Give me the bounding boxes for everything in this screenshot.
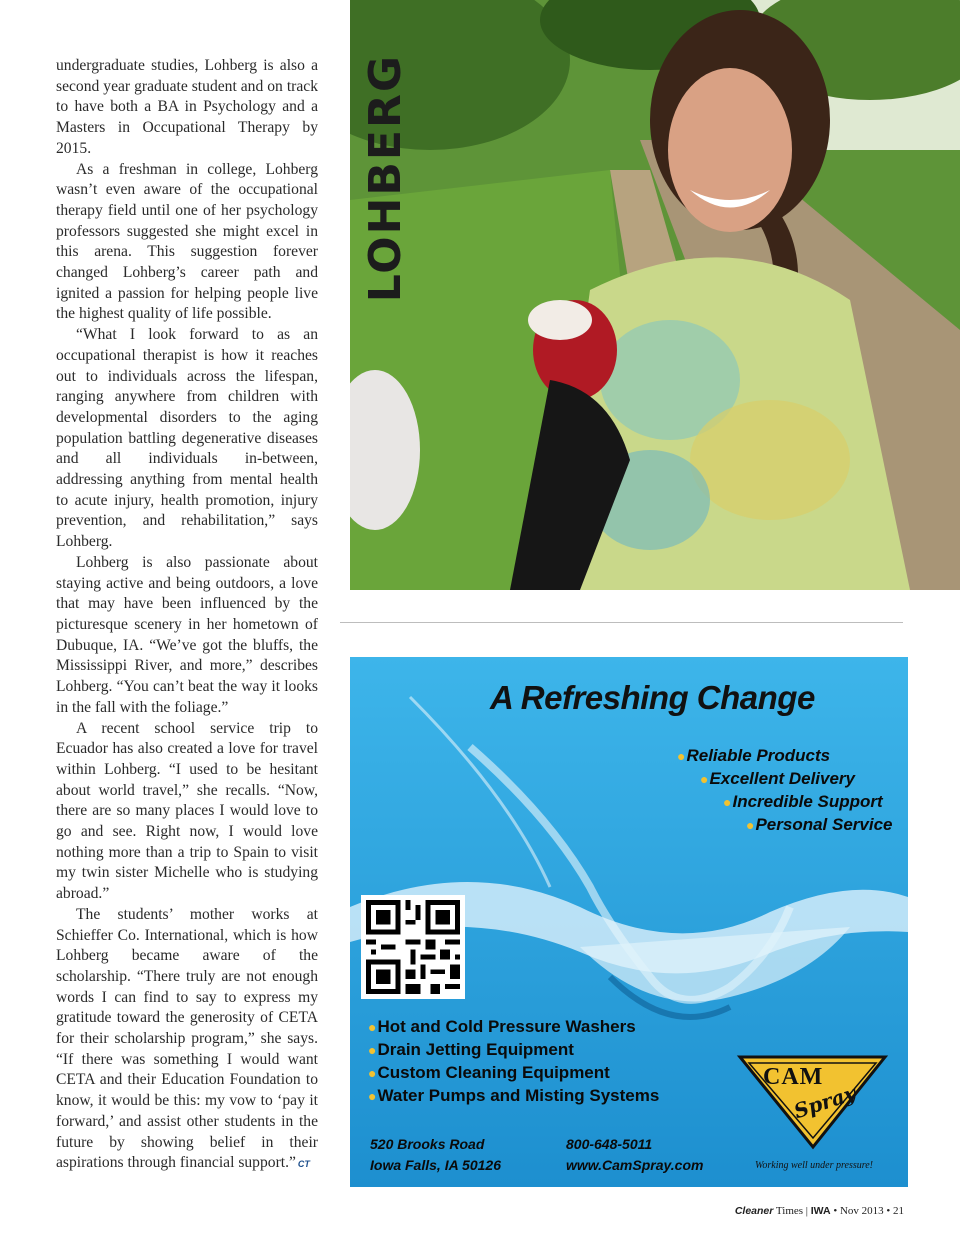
camspray-logo bbox=[735, 1052, 895, 1182]
footer-separator: | bbox=[803, 1205, 811, 1217]
student-photo bbox=[350, 0, 960, 590]
footer-brand: Cleaner bbox=[734, 1205, 774, 1217]
footer-brand-rest: Times bbox=[773, 1205, 804, 1217]
feature-label: Excellent Delivery bbox=[709, 769, 855, 788]
logo-cam-text: CAM bbox=[763, 1064, 824, 1090]
article-paragraph: Lohberg is also passionate about staying active and being outdoors, a love that may have been influenced by the picturesque scenery in her hometown of Dubuque, IA. “We’ve got the bluffs, the Mississippi River, and more,” describes Lohberg. “You can’t beat the way it looks in the fall with the foliage.” bbox=[56, 553, 318, 716]
logo-tagline: Working well under pressure! bbox=[754, 1160, 874, 1171]
article-paragraph: A recent school service trip to Ecuador has also created a love for travel within Lohberg. “I used to be hesitant about world travel,” she recalls. “Now, there are so many places I would love to go and see. Right now, I would love nothing more than a trip to Spain to visit my twin sister Michelle who is studying abroad.” bbox=[56, 719, 318, 903]
website-link[interactable]: www.CamSpray.com bbox=[566, 1157, 704, 1173]
vertical-name-text: LOHBERG bbox=[360, 54, 411, 303]
article-column bbox=[56, 56, 318, 1175]
product-item: ●Drain Jetting Equipment bbox=[368, 1040, 574, 1059]
feature-label: Incredible Support bbox=[732, 792, 883, 811]
footer-issue-page: • Nov 2013 • 21 bbox=[830, 1205, 904, 1217]
product-label: Drain Jetting Equipment bbox=[377, 1040, 574, 1059]
address-city: Iowa Falls, IA 50126 bbox=[370, 1157, 501, 1173]
address-street: 520 Brooks Road bbox=[370, 1136, 485, 1152]
product-label: Water Pumps and Misting Systems bbox=[377, 1086, 660, 1105]
product-item: ●Hot and Cold Pressure Washers bbox=[368, 1017, 636, 1036]
page-footer bbox=[735, 1205, 904, 1217]
feature-item: ●Reliable Products bbox=[677, 746, 831, 765]
article-paragraph: “What I look forward to as an occupational therapist is how it reaches out to individuals across the lifespan, ranging anywhere from children with developmental disorders to the aging population battling degenerative diseases and all individuals in-between, addressing anything from mental health to acute injury, health promotion, injury prevention, and rehabilitation,” says Lohberg. bbox=[56, 326, 318, 551]
product-label: Custom Cleaning Equipment bbox=[377, 1063, 610, 1082]
logo-spray-script: Spray bbox=[790, 1080, 859, 1124]
feature-label: Personal Service bbox=[755, 815, 893, 834]
feature-item: ●Personal Service bbox=[746, 815, 893, 834]
article-paragraph-last bbox=[56, 905, 318, 1175]
product-item: ●Water Pumps and Misting Systems bbox=[368, 1086, 660, 1105]
feature-label: Reliable Products bbox=[686, 746, 831, 765]
qr-code[interactable] bbox=[361, 895, 465, 999]
product-item: ●Custom Cleaning Equipment bbox=[368, 1063, 610, 1082]
ad-divider-rule bbox=[340, 622, 903, 623]
vertical-name-title bbox=[362, 54, 410, 309]
contact-block bbox=[566, 1134, 703, 1176]
ct-end-mark: CT bbox=[297, 1159, 310, 1170]
feature-item: ●Excellent Delivery bbox=[700, 769, 855, 788]
footer-iwa: IWA bbox=[810, 1205, 831, 1217]
article-paragraph: As a freshman in college, Lohberg wasn’t even aware of the occupational therapy field until one of her psychology professors suggested she might excel in this arena. This suggestion forever changed Lohberg’s career path and ignited a passion for helping people live the highest quality of life possible. bbox=[56, 160, 318, 323]
address-block bbox=[370, 1134, 501, 1176]
article-paragraph-text: The students’ mother works at Schieffer Co. International, which is how Lohberg became aware of the scholarship. “There truly are not enough words I can find to say to express my gratitude toward the generosity of CETA for their scholarship program,” she says. “If there was something I would want CETA and their Education Foundation to know, it would be this: my vow to ‘pay it forward,’ and assist other students in the future by showing belief in their aspirations through financial support.” bbox=[56, 905, 318, 1172]
camspray-advertisement bbox=[350, 657, 908, 1187]
phone-number[interactable]: 800-648-5011 bbox=[566, 1136, 653, 1152]
ad-title: A Refreshing Change bbox=[490, 679, 815, 716]
product-label: Hot and Cold Pressure Washers bbox=[377, 1017, 636, 1036]
feature-item: ●Incredible Support bbox=[723, 792, 883, 811]
article-paragraph: undergraduate studies, Lohberg is also a second year graduate student and on track to have both a BA in Psychology and a Masters in Occupational Therapy by 2015. bbox=[56, 57, 318, 157]
